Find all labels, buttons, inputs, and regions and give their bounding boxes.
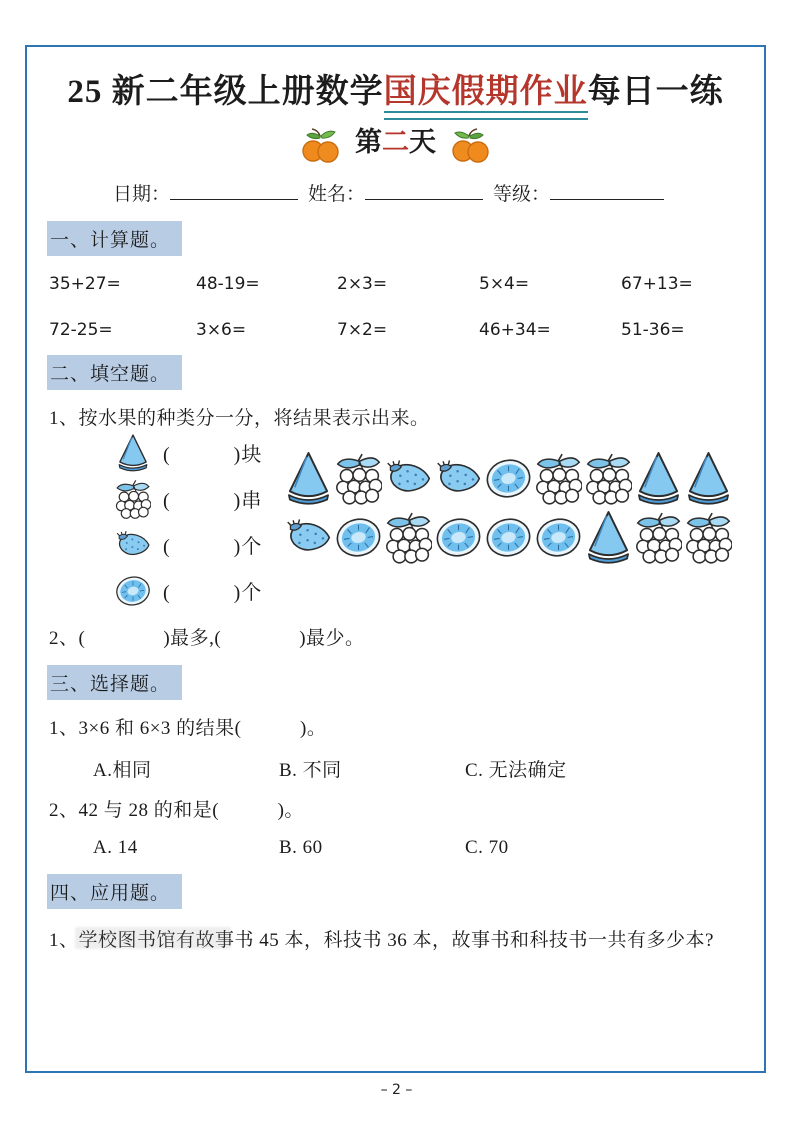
calc-problem: 2×3= — [337, 273, 388, 294]
day-prefix: 第 — [355, 127, 382, 157]
choice-q1-option-a: A.相同 — [93, 759, 152, 781]
word-problem-text — [49, 919, 744, 964]
calc-problem: 67+13= — [621, 273, 693, 294]
watermelon-icon — [113, 433, 153, 473]
legend-row — [113, 480, 285, 518]
legend-label: ( )个 — [163, 582, 263, 605]
strawberry-icon — [385, 450, 432, 507]
choice-q2-option-a: A. 14 — [93, 836, 138, 858]
legend-row — [113, 434, 285, 472]
day-suffix: 天 — [409, 127, 436, 157]
legend-label: ( )个 — [163, 536, 263, 559]
watermelon-icon — [635, 450, 682, 507]
title-highlight-text: 国庆假期作业 — [383, 74, 588, 110]
grade-blank — [550, 179, 664, 200]
choice-q2-text: 2、42 与 28 的和是( )。 — [49, 799, 304, 821]
choice-q2-option-b: B. 60 — [279, 836, 323, 858]
calc-problems — [49, 274, 744, 340]
calc-problem: 51-36= — [621, 319, 685, 340]
calc-problem: 7×2= — [337, 319, 388, 340]
day-number: 二 — [382, 127, 409, 157]
kiwi-icon — [113, 571, 153, 611]
legend-row — [113, 572, 285, 610]
section-heading-word-problem: 四、应用题。 — [47, 874, 182, 909]
grapes-icon — [585, 450, 632, 507]
name-label: 姓名： — [308, 183, 366, 205]
fruit-grid — [285, 434, 744, 610]
calc-problem: 46+34= — [479, 319, 551, 340]
date-blank — [170, 179, 298, 200]
kiwi-icon — [485, 450, 532, 507]
watermelon-icon — [685, 450, 732, 507]
title-prefix: 25 新二年级上册数学 — [67, 74, 384, 110]
name-blank — [365, 179, 483, 200]
calc-problem: 3×6= — [196, 319, 247, 340]
day-text — [355, 127, 436, 157]
date-label: 日期： — [113, 183, 171, 205]
page-number: – 2 – — [380, 1082, 413, 1098]
tangerine-icon — [449, 127, 491, 163]
choice-q2-option-c: C. 70 — [465, 836, 509, 858]
info-line — [113, 179, 744, 206]
word-problem-q1: 1、学校图书馆有故事书 45 本，科技书 36 本，故事书和科技书一共有多少本? — [49, 929, 714, 951]
strawberry-icon — [285, 509, 332, 566]
grapes-icon — [335, 450, 382, 507]
choice-q1-options — [93, 755, 744, 782]
watermelon-icon — [585, 509, 632, 566]
calc-problem: 35+27= — [49, 273, 121, 294]
grapes-icon — [113, 479, 153, 519]
calc-problem: 5×4= — [479, 273, 530, 294]
grapes-icon — [535, 450, 582, 507]
fruit-legend — [47, 434, 285, 610]
fill-blank-q1-text: 1、按水果的种类分一分，将结果表示出来。 — [49, 407, 430, 429]
watermelon-icon — [285, 450, 332, 507]
choice-q1-text: 1、3×6 和 6×3 的结果( )。 — [49, 717, 327, 739]
tangerine-icon — [300, 127, 342, 163]
fruit-row-0 — [285, 450, 744, 507]
section-heading-choice: 三、选择题。 — [47, 665, 182, 700]
choice-q1-option-c: C. 无法确定 — [465, 759, 567, 781]
choice-q2-options — [93, 837, 744, 859]
page-title — [47, 65, 744, 112]
grapes-icon — [635, 509, 682, 566]
legend-label: ( )串 — [163, 490, 263, 513]
watermark-smudge — [75, 927, 231, 949]
page-frame — [25, 45, 766, 1073]
strawberry-icon — [113, 525, 153, 565]
section-heading-calc: 一、计算题。 — [47, 221, 182, 256]
legend-label: ( )块 — [163, 444, 263, 467]
title-underline-decoration — [384, 111, 588, 120]
title-highlight — [384, 74, 588, 113]
choice-q1-option-b: B. 不同 — [279, 759, 342, 781]
kiwi-icon — [435, 509, 482, 566]
grade-label: 等级： — [493, 183, 551, 205]
grapes-icon — [685, 509, 732, 566]
strawberry-icon — [435, 450, 482, 507]
kiwi-icon — [335, 509, 382, 566]
fruit-row-1 — [285, 509, 744, 566]
section-heading-fill-blank: 二、填空题。 — [47, 355, 182, 390]
kiwi-icon — [535, 509, 582, 566]
legend-row — [113, 526, 285, 564]
day-heading — [47, 120, 744, 163]
calc-problem: 72-25= — [49, 319, 113, 340]
calc-problem: 48-19= — [196, 273, 260, 294]
fruit-sorting-exercise — [47, 434, 744, 610]
fill-blank-q2-text: 2、( )最多,( )最少。 — [49, 627, 365, 649]
grapes-icon — [385, 509, 432, 566]
title-suffix: 每日一练 — [587, 74, 724, 110]
kiwi-icon — [485, 509, 532, 566]
